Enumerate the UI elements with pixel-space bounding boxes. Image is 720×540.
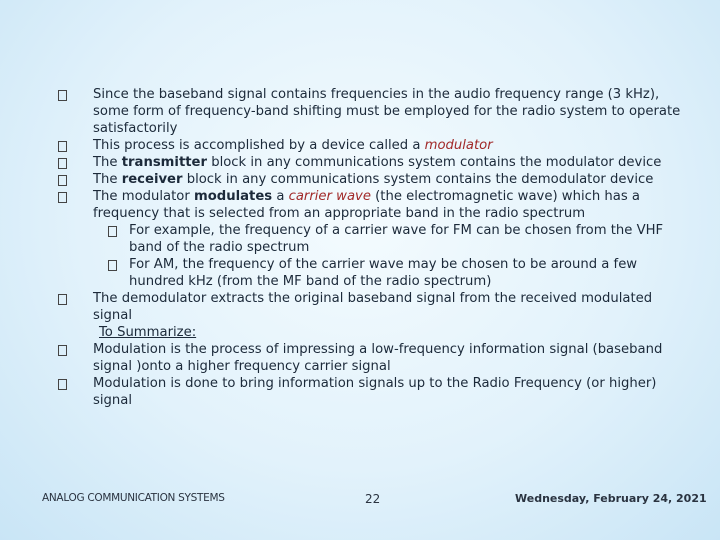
bullet-item [56, 86, 686, 137]
bullet-item [56, 188, 686, 222]
bullet-text: For AM, the frequency of the carrier wave may be chosen to be around a few hundred kHz (from the MF band of the radio spectrum) [129, 257, 638, 289]
bullet-icon [56, 341, 93, 361]
bullet-strong: modulates [193, 189, 273, 204]
footer-page-number: 22 [365, 492, 381, 506]
bullet-strong: transmitter [121, 155, 207, 170]
bullet-text: Modulation is done to bring information signals up to the Radio Frequency (or higher) signal [93, 376, 657, 408]
bullet-icon [56, 188, 93, 208]
bullet-text: block in any communications system contains the modulator device [207, 155, 662, 170]
bullet-text: The demodulator extracts the original baseband signal from the received modulated signal [93, 291, 653, 323]
bullet-text: a [272, 189, 289, 204]
bullet-icon [106, 222, 129, 242]
bullet-text: (the electromagnetic wave) which has a frequency that is selected from an appropriate band in the radio spectrum [93, 189, 640, 221]
footer-course: ANALOG COMMUNICATION SYSTEMS [42, 492, 225, 504]
bullet-icon [106, 256, 129, 276]
bullet-text: block in any communications system contains the demodulator device [182, 172, 654, 187]
bullet-item [56, 137, 686, 154]
bullet-item [56, 375, 686, 409]
bullet-text: This process is accomplished by a device called a [93, 138, 425, 153]
bullet-text: The [93, 172, 122, 187]
bullet-text: The modulator [93, 189, 194, 204]
bullet-item [56, 290, 686, 324]
bullet-emphasis: carrier wave [288, 189, 371, 204]
slide-body [56, 86, 686, 409]
bullet-text: Modulation is the process of impressing a low-frequency information signal (baseband signal )onto a higher frequency carrier signal [93, 342, 663, 374]
bullet-icon [56, 290, 93, 310]
bullet-item [56, 154, 686, 171]
bullet-item [56, 171, 686, 188]
bullet-emphasis: modulator [424, 138, 493, 153]
summary-label: To Summarize: [99, 325, 197, 340]
footer-date: Wednesday, February 24, 2021 [515, 492, 707, 505]
bullet-text: Since the baseband signal contains frequencies in the audio frequency range (3 kHz), some form of frequency-band shifting must be employed for the radio system to operate satisfactorily [93, 87, 681, 136]
bullet-item [56, 341, 686, 375]
bullet-icon [56, 86, 93, 106]
bullet-strong: receiver [121, 172, 183, 187]
sub-bullet-item [56, 256, 686, 290]
summary-heading [56, 324, 686, 341]
bullet-text: The [93, 155, 122, 170]
sub-bullet-item [56, 222, 686, 256]
bullet-icon [56, 375, 93, 395]
bullet-text: For example, the frequency of a carrier wave for FM can be chosen from the VHF band of the radio spectrum [129, 223, 664, 255]
